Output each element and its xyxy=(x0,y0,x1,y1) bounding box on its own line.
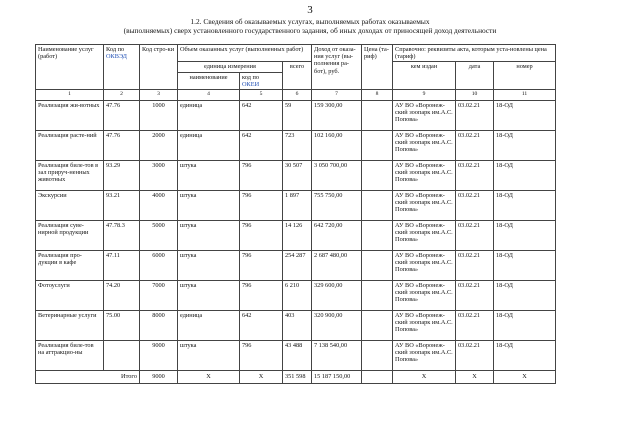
table-row xyxy=(36,281,556,311)
okved-link[interactable]: ОКВЭД xyxy=(106,53,127,61)
row-okved: 93.29 xyxy=(104,161,140,191)
row-name: Реализация суве-нирной продукции xyxy=(36,221,104,251)
row-okei: 796 xyxy=(240,281,283,311)
header-issuer: кем издан xyxy=(393,62,456,90)
header-total: всего xyxy=(283,62,312,90)
row-income: 3 050 700,00 xyxy=(312,161,362,191)
row-name: Фотоуслуги xyxy=(36,281,104,311)
table-row xyxy=(36,101,556,131)
row-okei: 796 xyxy=(240,191,283,221)
total-code: 9000 xyxy=(140,371,178,384)
row-code: 7000 xyxy=(140,281,178,311)
row-name: Реализация биле-тов на аттракцио-ны xyxy=(36,341,104,371)
row-code: 1000 xyxy=(140,101,178,131)
row-issuer: АУ ВО «Воронеж-ский зоопарк им.А.С. Попова» xyxy=(393,101,456,131)
services-table xyxy=(35,44,556,384)
row-okved: 93.21 xyxy=(104,191,140,221)
column-numbers-row xyxy=(36,90,556,101)
row-unit: штука xyxy=(178,191,240,221)
row-unit: единица xyxy=(178,311,240,341)
row-code: 4000 xyxy=(140,191,178,221)
column-number: 3 xyxy=(140,90,178,101)
row-issuer: АУ ВО «Воронеж-ский зоопарк им.А.С. Попова» xyxy=(393,221,456,251)
row-price xyxy=(362,281,393,311)
header-volume: Объем оказанных услуг (выполненных работ) xyxy=(178,45,312,62)
row-okved: 47.78.3 xyxy=(104,221,140,251)
row-okved: 47.76 xyxy=(104,131,140,161)
row-date: 03.02.21 xyxy=(456,191,494,221)
row-date: 03.02.21 xyxy=(456,311,494,341)
row-total: 43 488 xyxy=(283,341,312,371)
row-date: 03.02.21 xyxy=(456,281,494,311)
table-row xyxy=(36,131,556,161)
row-total: 723 xyxy=(283,131,312,161)
column-number: 9 xyxy=(393,90,456,101)
header-unit-code xyxy=(240,72,283,89)
row-okei: 642 xyxy=(240,101,283,131)
row-unit: единица xyxy=(178,131,240,161)
column-number: 8 xyxy=(362,90,393,101)
column-number: 7 xyxy=(312,90,362,101)
total-label: Итого xyxy=(36,371,140,384)
row-number: 18-ОД xyxy=(494,281,556,311)
total-issuer: Х xyxy=(393,371,456,384)
row-unit: штука xyxy=(178,341,240,371)
row-date: 03.02.21 xyxy=(456,101,494,131)
header-price: Цена (та-риф) xyxy=(362,45,393,90)
total-number: Х xyxy=(494,371,556,384)
row-code: 3000 xyxy=(140,161,178,191)
row-okved xyxy=(104,341,140,371)
header-number: номер xyxy=(494,62,556,90)
table-row xyxy=(36,311,556,341)
row-okved: 47.11 xyxy=(104,251,140,281)
row-okei: 796 xyxy=(240,251,283,281)
row-issuer: АУ ВО «Воронеж-ский зоопарк им.А.С. Попова» xyxy=(393,191,456,221)
row-unit: штука xyxy=(178,251,240,281)
row-name: Экскурсии xyxy=(36,191,104,221)
row-unit: штука xyxy=(178,161,240,191)
header-okved xyxy=(104,45,140,90)
column-number: 4 xyxy=(178,90,240,101)
header-unit: единица измерения xyxy=(178,62,283,72)
row-total: 14 126 xyxy=(283,221,312,251)
row-total: 59 xyxy=(283,101,312,131)
row-issuer: АУ ВО «Воронеж-ский зоопарк им.А.С. Попова» xyxy=(393,251,456,281)
row-issuer: АУ ВО «Воронеж-ский зоопарк им.А.С. Попова» xyxy=(393,161,456,191)
header-okved-label: Код по xyxy=(106,46,125,53)
header-income: Доход от оказа-ния услуг (вы-полнения ра-бот), руб. xyxy=(312,45,362,90)
row-okei: 642 xyxy=(240,311,283,341)
row-date: 03.02.21 xyxy=(456,161,494,191)
heading-line-2: (выполняемых) сверх установленного государственного задания, об иных доходах от приносящей доход деятельности xyxy=(123,25,497,35)
row-income: 7 138 540,00 xyxy=(312,341,362,371)
total-unit: Х xyxy=(178,371,240,384)
row-income: 320 900,00 xyxy=(312,311,362,341)
row-income: 755 750,00 xyxy=(312,191,362,221)
row-okei: 796 xyxy=(240,161,283,191)
table-row xyxy=(36,221,556,251)
row-date: 03.02.21 xyxy=(456,341,494,371)
header-unit-name: наименование xyxy=(178,72,240,89)
row-date: 03.02.21 xyxy=(456,131,494,161)
row-income: 102 160,00 xyxy=(312,131,362,161)
row-unit: штука xyxy=(178,221,240,251)
row-issuer: АУ ВО «Воронеж-ский зоопарк им.А.С. Попова» xyxy=(393,281,456,311)
row-number: 18-ОД xyxy=(494,251,556,281)
row-date: 03.02.21 xyxy=(456,251,494,281)
row-code: 5000 xyxy=(140,221,178,251)
column-number: 10 xyxy=(456,90,494,101)
row-okved: 74.20 xyxy=(104,281,140,311)
row-number: 18-ОД xyxy=(494,131,556,161)
row-unit: единица xyxy=(178,101,240,131)
page-number: 3 xyxy=(307,4,313,16)
row-price xyxy=(362,341,393,371)
row-total: 30 507 xyxy=(283,161,312,191)
okei-link[interactable]: ОКЕИ xyxy=(242,80,260,88)
row-okei: 796 xyxy=(240,341,283,371)
header-name: Наименование услуг (работ) xyxy=(36,45,104,90)
total-income: 15 187 150,00 xyxy=(312,371,362,384)
table-row xyxy=(36,341,556,371)
row-income: 159 300,00 xyxy=(312,101,362,131)
row-price xyxy=(362,191,393,221)
table-row xyxy=(36,161,556,191)
row-code: 6000 xyxy=(140,251,178,281)
row-number: 18-ОД xyxy=(494,161,556,191)
row-code: 2000 xyxy=(140,131,178,161)
row-issuer: АУ ВО «Воронеж-ский зоопарк им.А.С. Попова» xyxy=(393,311,456,341)
table-row xyxy=(36,251,556,281)
row-number: 18-ОД xyxy=(494,311,556,341)
row-total: 1 897 xyxy=(283,191,312,221)
row-price xyxy=(362,101,393,131)
total-okei: Х xyxy=(240,371,283,384)
row-price xyxy=(362,161,393,191)
column-number: 2 xyxy=(104,90,140,101)
row-income: 329 600,00 xyxy=(312,281,362,311)
header-date: дата xyxy=(456,62,494,90)
total-row xyxy=(36,371,556,384)
row-name: Реализация жи-вотных xyxy=(36,101,104,131)
row-issuer: АУ ВО «Воронеж-ский зоопарк им.А.С. Попова» xyxy=(393,131,456,161)
column-number: 1 xyxy=(36,90,104,101)
column-number: 5 xyxy=(240,90,283,101)
row-price xyxy=(362,251,393,281)
row-price xyxy=(362,221,393,251)
row-total: 254 287 xyxy=(283,251,312,281)
section-heading xyxy=(30,18,590,35)
row-code: 9000 xyxy=(140,341,178,371)
row-number: 18-ОД xyxy=(494,341,556,371)
row-okved: 75.00 xyxy=(104,311,140,341)
row-name: Реализация расте-ний xyxy=(36,131,104,161)
row-okved: 47.76 xyxy=(104,101,140,131)
header-reference: Справочно: реквизиты акта, которым уста-новлены цена (тариф) xyxy=(393,45,556,62)
header-row-code: Код стро-ки xyxy=(140,45,178,90)
row-total: 403 xyxy=(283,311,312,341)
row-number: 18-ОД xyxy=(494,191,556,221)
row-number: 18-ОД xyxy=(494,101,556,131)
table-row xyxy=(36,191,556,221)
row-name: Реализация про-дукции в кафе xyxy=(36,251,104,281)
row-name: Реализация биле-тов в зал прируч-ненных животных xyxy=(36,161,104,191)
column-number: 6 xyxy=(283,90,312,101)
row-price xyxy=(362,131,393,161)
column-number: 11 xyxy=(494,90,556,101)
row-date: 03.02.21 xyxy=(456,221,494,251)
row-name: Ветеринарные услуги xyxy=(36,311,104,341)
row-okei: 642 xyxy=(240,131,283,161)
row-price xyxy=(362,311,393,341)
total-price xyxy=(362,371,393,384)
row-total: 6 210 xyxy=(283,281,312,311)
row-income: 642 720,00 xyxy=(312,221,362,251)
heading-line-1: 1.2. Сведения об оказываемых услугах, выполняемых работах оказываемых xyxy=(190,17,430,26)
header-okei-label: код по xyxy=(242,73,260,81)
row-unit: штука xyxy=(178,281,240,311)
header-row-1 xyxy=(36,45,556,62)
row-code: 8000 xyxy=(140,311,178,341)
row-income: 2 687 480,00 xyxy=(312,251,362,281)
row-okei: 796 xyxy=(240,221,283,251)
total-total: 351 598 xyxy=(283,371,312,384)
total-date: Х xyxy=(456,371,494,384)
row-issuer: АУ ВО «Воронеж-ский зоопарк им.А.С. Попова» xyxy=(393,341,456,371)
row-number: 18-ОД xyxy=(494,221,556,251)
